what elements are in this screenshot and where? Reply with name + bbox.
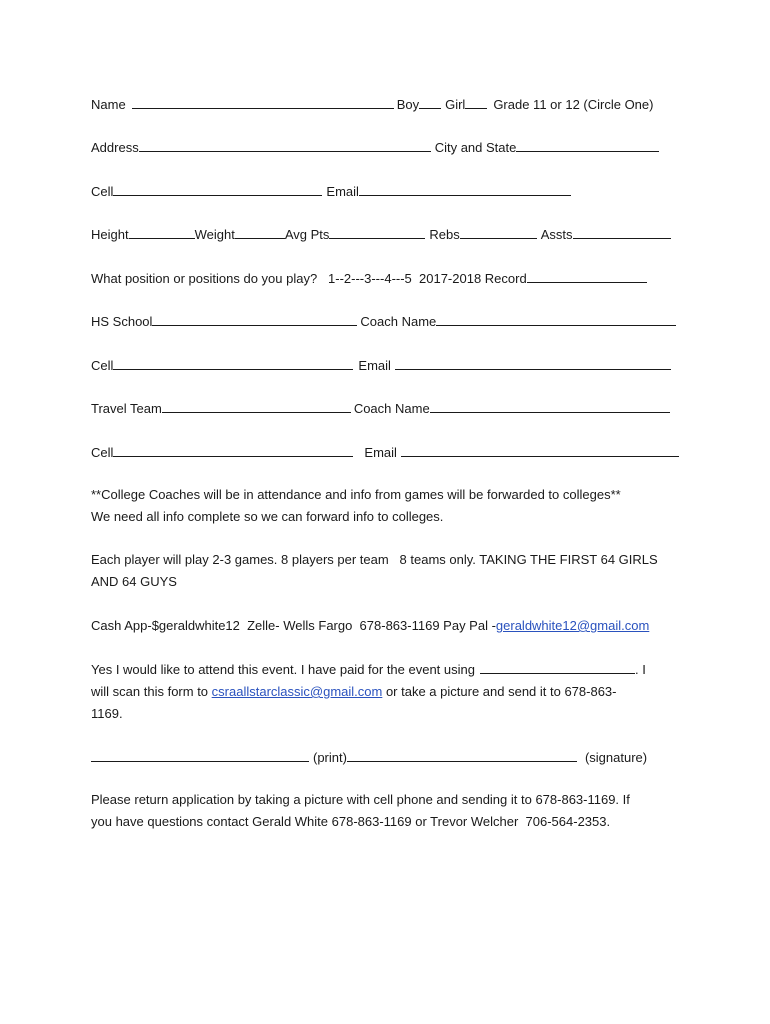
height-label: Height [91,227,129,242]
paypal-email-link[interactable]: geraldwhite12@gmail.com [495,618,650,633]
travel-coach-name-label: Coach Name [353,401,430,416]
attend-text-line3: 1169. [91,706,123,721]
assts-label: Assts [540,227,573,242]
address-row [91,139,659,156]
travel-coach-email-field[interactable] [401,444,679,457]
weight-field[interactable] [235,226,285,239]
hs-coach-cell-field[interactable] [113,357,353,370]
rebs-field[interactable] [460,226,537,239]
grade-label: Grade 11 or 12 (Circle One) [493,97,654,112]
rebs-label: Rebs [429,227,460,242]
name-row [91,96,653,113]
hs-coach-contact-row [91,357,671,374]
stats-row [91,226,671,243]
travel-team-field[interactable] [162,400,351,413]
closing-instructions [91,789,681,833]
attendance-confirmation [91,659,681,725]
hs-coach-name-field[interactable] [436,313,676,326]
player-contact-row [91,183,571,200]
position-question: What position or positions do you play? 1--2---3---4---5 2017-2018 Record [91,271,527,286]
city-state-label: City and State [434,140,517,155]
name-field[interactable] [132,96,394,109]
travel-coach-email-label: Email [364,445,397,460]
attend-text-line2-end: or take a picture and send it to 678-863- [382,684,617,699]
signature-field[interactable] [347,749,577,762]
hs-coach-email-field[interactable] [395,357,671,370]
closing-line1: Please return application by taking a picture with cell phone and sending it to 678-863-1169. If [91,792,630,807]
coaches-note-line1: **College Coaches will be in attendance and info from games will be forwarded to colleges** [91,487,621,502]
city-state-field[interactable] [516,139,659,152]
address-field[interactable] [139,139,431,152]
travel-team-row [91,400,670,417]
scan-email-link[interactable]: csraallstarclassic@gmail.com [211,684,383,699]
height-field[interactable] [129,226,195,239]
weight-label: Weight [194,227,235,242]
hs-coach-email-label: Email [358,358,391,373]
hs-coach-cell-label: Cell [91,358,114,373]
closing-line2: you have questions contact Gerald White 678-863-1169 or Trevor Welcher 706-564-2353. [91,814,611,829]
payment-methods-text: Cash App-$geraldwhite12 Zelle- Wells Fargo 678-863-1169 Pay Pal - [91,618,496,633]
print-name-field[interactable] [91,749,309,762]
position-row [91,270,647,287]
attend-text-line2: will scan this form to [91,684,212,699]
name-label: Name [91,97,126,112]
print-label: (print) [313,750,347,765]
player-email-field[interactable] [359,183,571,196]
assts-field[interactable] [573,226,671,239]
signature-label: (signature) [584,750,648,765]
payment-info [91,615,681,637]
coaches-note [91,484,681,528]
girl-field[interactable] [465,96,487,109]
boy-field[interactable] [419,96,441,109]
girl-label: Girl [445,97,466,112]
boy-label: Boy [396,97,420,112]
hs-school-label: HS School [91,314,153,329]
avg-pts-field[interactable] [329,226,425,239]
hs-school-field[interactable] [152,313,357,326]
travel-coach-name-field[interactable] [430,400,670,413]
travel-coach-contact-row [91,444,679,461]
event-format-line1: Each player will play 2-3 games. 8 players per team 8 teams only. TAKING THE FIRST 64 GIRLS [91,552,658,567]
attend-text-line1: Yes I would like to attend this event. I have paid for the event using [91,662,475,677]
hs-coach-name-label: Coach Name [360,314,437,329]
player-email-label: Email [326,184,359,199]
record-field[interactable] [527,270,647,283]
travel-coach-cell-label: Cell [91,445,114,460]
travel-team-label: Travel Team [91,401,162,416]
travel-coach-cell-field[interactable] [113,444,353,457]
attend-text-line1-end: . I [635,662,646,677]
payment-method-field[interactable] [480,661,635,674]
event-format-note [91,549,681,593]
address-label: Address [91,140,139,155]
signature-row [91,749,647,766]
event-format-line2: AND 64 GUYS [91,574,177,589]
hs-school-row [91,313,676,330]
player-cell-field[interactable] [113,183,322,196]
coaches-note-line2: We need all info complete so we can forward info to colleges. [91,509,444,524]
avg-pts-label: Avg Pts [284,227,330,242]
player-cell-label: Cell [91,184,114,199]
